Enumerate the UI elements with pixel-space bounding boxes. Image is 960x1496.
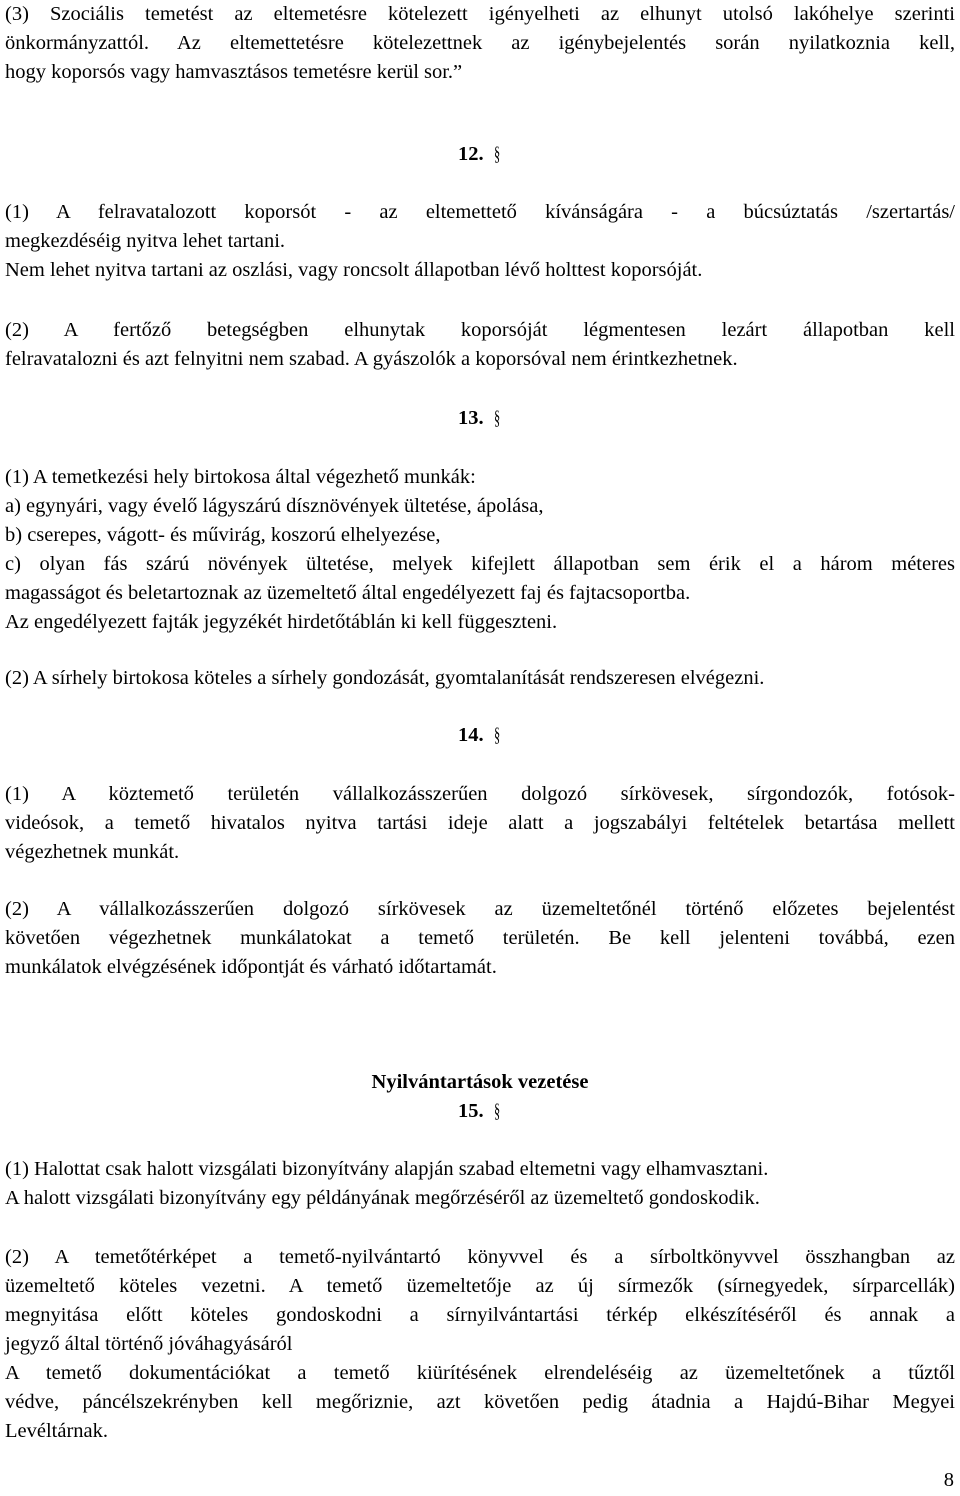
section-sign-icon: §: [493, 1100, 500, 1122]
section-number: [5, 140, 955, 169]
text-line: (1) A felravatalozott koporsót - az eltemettető kívánságára - a búcsúztatás /szertartás/: [5, 201, 955, 223]
text-line: üzemeltető köteles vezetni. A temető üzemeltetője az új sírmezők (sírnegyedek, sírparcellák): [5, 1275, 955, 1297]
section-title: Nyilvántartások vezetése: [371, 1071, 589, 1093]
paragraph-p_14_1: [5, 780, 955, 867]
text-line: c) olyan fás szárú növények ültetése, melyek kifejlett állapotban sem érik el a három méteres: [5, 553, 955, 575]
paragraph-p_15_1: [5, 1155, 955, 1213]
text-line: önkormányzattól. Az eltemettetésre kötelezettnek az igénybejelentés során nyilatkoznia kell,: [5, 32, 955, 54]
section-sign-icon: §: [493, 724, 500, 746]
section-sign-icon: §: [493, 143, 500, 165]
text-line: b) cserepes, vágott- és művirág, koszorú elhelyezése,: [5, 524, 441, 546]
section-number-text: 15.: [458, 1100, 484, 1122]
text-line: magasságot és beletartoznak az üzemeltető által engedélyezett faj és fajtacsoportba.: [5, 582, 691, 604]
section-number-text: 14.: [458, 724, 484, 746]
text-line: A halott vizsgálati bizonyítvány egy példányának megőrzéséről az üzemeltető gondoskodik.: [5, 1187, 760, 1209]
text-line: (2) A vállalkozásszerűen dolgozó sírkövesek az üzemeltetőnél történő előzetes bejelentést: [5, 898, 955, 920]
text-line: követően végezhetnek munkálatokat a temető területén. Be kell jelenteni továbbá, ezen: [5, 927, 955, 949]
section-number-text: 13.: [458, 407, 484, 429]
section-number: [5, 404, 955, 433]
text-line: hogy koporsós vagy hamvasztásos temetésre kerül sor.”: [5, 61, 463, 83]
paragraph-p_13_2: [5, 664, 955, 693]
text-line: a) egynyári, vagy évelő lágyszárú dísznövények ültetése, ápolása,: [5, 495, 544, 517]
text-line: Nem lehet nyitva tartani az oszlási, vagy roncsolt állapotban lévő holttest koporsóját.: [5, 259, 703, 281]
text-line: videósok, a temető hivatalos nyitva tartási ideje alatt a jogszabályi feltételek betartása mellett: [5, 812, 955, 834]
text-line: Az engedélyezett fajták jegyzékét hirdetőtáblán ki kell függeszteni.: [5, 611, 558, 633]
text-line: (3) Szociális temetést az eltemetésre kötelezett igényelheti az elhunyt utolsó lakóhelye szerinti: [5, 3, 955, 25]
paragraph-p_14_2: [5, 895, 955, 982]
text-line: (2) A sírhely birtokosa köteles a sírhely gondozását, gyomtalanítását rendszeresen elvégezni.: [5, 667, 765, 689]
page-number: 8: [943, 1469, 954, 1491]
text-line: (2) A temetőtérképet a temető-nyilvántartó könyvvel és a sírboltkönyvvel összhangban az: [5, 1246, 955, 1268]
paragraph-p_12_1: [5, 198, 955, 285]
section-heading-s14: [5, 721, 955, 750]
text-line: védve, páncélszekrényben kell megőriznie, azt követően pedig átadnia a Hajdú-Bihar Megyei: [5, 1391, 955, 1413]
text-line: felravatalozni és azt felnyitni nem szabad. A gyászolók a koporsóval nem érintkezhetnek.: [5, 348, 738, 370]
text-line: megkezdéséig nyitva lehet tartani.: [5, 230, 286, 252]
section-heading-s13: [5, 404, 955, 433]
text-line: megnyitása előtt köteles gondoskodni a sírnyilvántartási térkép elkészítéséről és annak a: [5, 1304, 955, 1326]
section-number-text: 12.: [458, 143, 484, 165]
text-line: (2) A fertőző betegségben elhunytak koporsóját légmentesen lezárt állapotban kell: [5, 319, 955, 341]
text-line: Levéltárnak.: [5, 1420, 109, 1442]
text-line: munkálatok elvégzésének időpontját és várható időtartamát.: [5, 956, 497, 978]
text-line: (1) A temetkezési hely birtokosa által végezhető munkák:: [5, 466, 476, 488]
text-line: végezhetnek munkát.: [5, 841, 180, 863]
section-heading-s12: [5, 140, 955, 169]
paragraph-p_15_2: [5, 1243, 955, 1446]
text-line: (1) Halottat csak halott vizsgálati bizonyítvány alapján szabad eltemetni vagy elhamvasztani.: [5, 1158, 769, 1180]
paragraph-p_13_1: [5, 463, 955, 637]
section-number: [5, 1097, 955, 1126]
text-line: (1) A köztemető területén vállalkozásszerűen dolgozó sírkövesek, sírgondozók, fotósok-: [5, 783, 955, 805]
section-heading-s15: [5, 1068, 955, 1126]
section-number: [5, 721, 955, 750]
paragraph-p_12_2: [5, 316, 955, 374]
section-sign-icon: §: [493, 407, 500, 429]
text-line: jegyző által történő jóváhagyásáról: [5, 1333, 293, 1355]
paragraph-p_11_3: [5, 0, 955, 87]
text-line: A temető dokumentációkat a temető kiürítésének elrendeléséig az üzemeltetőnek a tűztől: [5, 1362, 955, 1384]
